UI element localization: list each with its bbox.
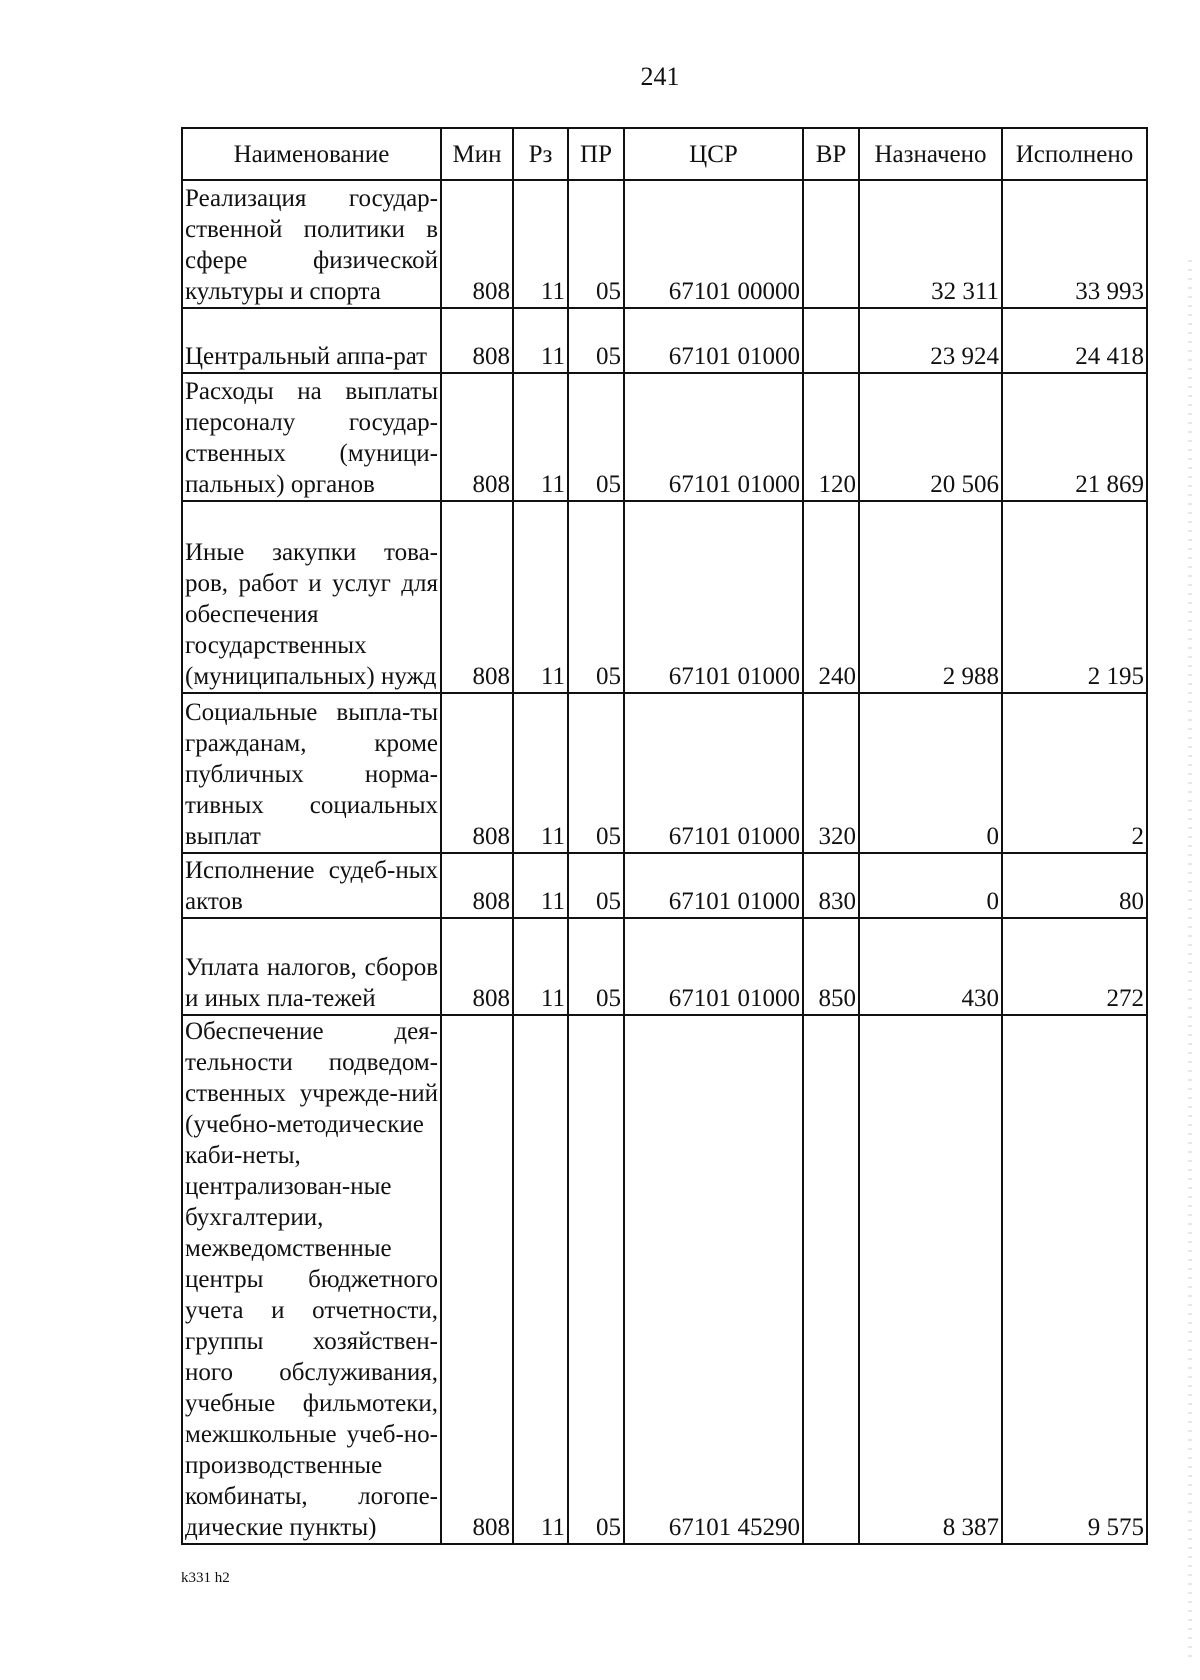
row-csr: 67101 45290 xyxy=(624,1015,803,1544)
row-assigned: 0 xyxy=(859,693,1002,853)
row-csr: 67101 01000 xyxy=(624,853,803,918)
row-min: 808 xyxy=(441,373,513,501)
header-csr: ЦСР xyxy=(624,128,803,180)
row-name: Реализация государ-ственной политики в сфере физической культуры и спорта xyxy=(182,180,441,308)
row-executed: 33 993 xyxy=(1002,180,1147,308)
row-rz: 11 xyxy=(513,308,568,373)
row-executed: 21 869 xyxy=(1002,373,1147,501)
row-csr: 67101 01000 xyxy=(624,501,803,693)
table-row xyxy=(182,373,1147,501)
row-rz: 11 xyxy=(513,918,568,1015)
table-row xyxy=(182,180,1147,308)
row-min: 808 xyxy=(441,1015,513,1544)
row-vr: 120 xyxy=(803,373,859,501)
row-pr: 05 xyxy=(568,373,624,501)
row-csr: 67101 00000 xyxy=(624,180,803,308)
row-pr: 05 xyxy=(568,693,624,853)
row-name: Центральный аппа-рат xyxy=(182,308,441,373)
row-vr xyxy=(803,1015,859,1544)
row-assigned: 32 311 xyxy=(859,180,1002,308)
header-name: Наименование xyxy=(182,128,441,180)
row-assigned: 23 924 xyxy=(859,308,1002,373)
table-row xyxy=(182,918,1147,1015)
page-number: 241 xyxy=(640,62,680,91)
row-rz: 11 xyxy=(513,373,568,501)
row-name: Социальные выпла-ты гражданам, кроме публичных норма-тивных социальных выплат xyxy=(182,693,441,853)
row-executed: 24 418 xyxy=(1002,308,1147,373)
header-assigned: Назначено xyxy=(859,128,1002,180)
footer-code: k331 h2 xyxy=(181,1570,230,1586)
row-assigned: 430 xyxy=(859,918,1002,1015)
row-csr: 67101 01000 xyxy=(624,373,803,501)
row-vr: 240 xyxy=(803,501,859,693)
row-executed: 80 xyxy=(1002,853,1147,918)
table-header-row xyxy=(182,128,1147,180)
row-name: Исполнение судеб-ных актов xyxy=(182,853,441,918)
row-executed: 9 575 xyxy=(1002,1015,1147,1544)
row-pr: 05 xyxy=(568,308,624,373)
row-min: 808 xyxy=(441,693,513,853)
row-pr: 05 xyxy=(568,180,624,308)
row-rz: 11 xyxy=(513,853,568,918)
table-row xyxy=(182,853,1147,918)
table-row xyxy=(182,1015,1147,1544)
header-rz: Рз xyxy=(513,128,568,180)
row-csr: 67101 01000 xyxy=(624,308,803,373)
row-min: 808 xyxy=(441,501,513,693)
table-row xyxy=(182,693,1147,853)
row-pr: 05 xyxy=(568,1015,624,1544)
row-assigned: 8 387 xyxy=(859,1015,1002,1544)
row-rz: 11 xyxy=(513,1015,568,1544)
row-min: 808 xyxy=(441,180,513,308)
row-pr: 05 xyxy=(568,918,624,1015)
row-executed: 272 xyxy=(1002,918,1147,1015)
row-executed: 2 195 xyxy=(1002,501,1147,693)
row-csr: 67101 01000 xyxy=(624,693,803,853)
row-name: Расходы на выплаты персоналу государ-ственных (муници-пальных) органов xyxy=(182,373,441,501)
header-vr: ВР xyxy=(803,128,859,180)
row-min: 808 xyxy=(441,853,513,918)
header-min: Мин xyxy=(441,128,513,180)
row-vr: 830 xyxy=(803,853,859,918)
scan-edge-artifact xyxy=(1188,260,1192,1660)
row-min: 808 xyxy=(441,308,513,373)
row-rz: 11 xyxy=(513,180,568,308)
header-executed: Исполнено xyxy=(1002,128,1147,180)
row-vr: 850 xyxy=(803,918,859,1015)
row-vr xyxy=(803,180,859,308)
budget-table xyxy=(181,127,1148,1545)
row-min: 808 xyxy=(441,918,513,1015)
row-executed: 2 xyxy=(1002,693,1147,853)
row-rz: 11 xyxy=(513,501,568,693)
row-name: Иные закупки това-ров, работ и услуг для обеспечения государственных (муниципальных) нужд xyxy=(182,501,441,693)
row-name: Обеспечение дея-тельности подведом-ственных учрежде-ний (учебно-методические каби-неты, централизован-ные бухгалтерии, межведомственные центры бюджетного учета и отчетности, группы хозяйствен-ного обслуживания, учебные фильмотеки, межшкольные учеб-но-производственные комбинаты, логопе-дические пункты) xyxy=(182,1015,441,1544)
row-pr: 05 xyxy=(568,853,624,918)
table-row xyxy=(182,308,1147,373)
row-name: Уплата налогов, сборов и иных пла-тежей xyxy=(182,918,441,1015)
header-pr: ПР xyxy=(568,128,624,180)
row-assigned: 20 506 xyxy=(859,373,1002,501)
row-csr: 67101 01000 xyxy=(624,918,803,1015)
row-rz: 11 xyxy=(513,693,568,853)
row-assigned: 2 988 xyxy=(859,501,1002,693)
table-row xyxy=(182,501,1147,693)
row-vr xyxy=(803,308,859,373)
row-pr: 05 xyxy=(568,501,624,693)
row-vr: 320 xyxy=(803,693,859,853)
row-assigned: 0 xyxy=(859,853,1002,918)
